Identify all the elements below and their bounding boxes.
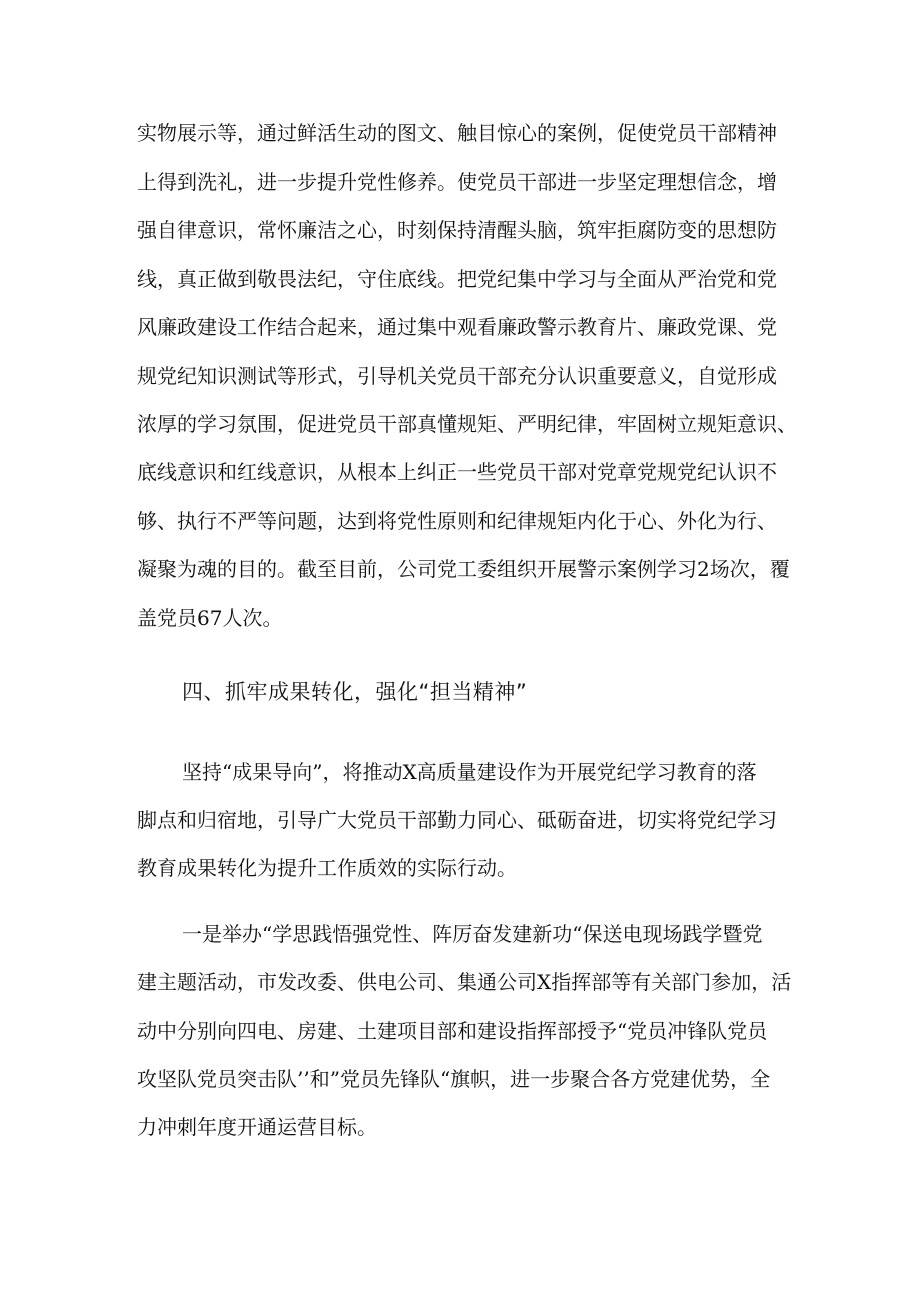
paragraph-2-line-2: 脚点和归宿地，引导广大党员干部勤力同心、砥砺奋进，切实将党纪学习 — [137, 808, 777, 832]
paragraph-1-line-3: 强自律意识，常怀廉洁之心，时刻保持清醒头脑，筑牢拒腐防变的思想防 — [137, 218, 777, 242]
paragraph-2-line-1: 坚持“成果导向”，将推动X高质量建设作为开展党纪学习教育的落 — [182, 760, 757, 784]
paragraph-2-line-3: 教育成果转化为提升工作质效的实际行动。 — [137, 856, 517, 880]
paragraph-3-line-4: 攻坚队党员突击队’’和”党员先锋队“旗帜，进一步聚合各方党建优势，全 — [137, 1067, 771, 1091]
paragraph-1-line-8: 底线意识和红线意识，从根本上纠正一些党员干部对党章党规党纪认识不 — [137, 460, 777, 484]
paragraph-1-line-9: 够、执行不严等问题，达到将党性原则和纪律规矩内化于心、外化为行、 — [137, 509, 777, 533]
paragraph-1-line-1: 实物展示等，通过鲜活生动的图文、触目惊心的案例，促使党员干部精神 — [137, 121, 777, 145]
paragraph-1-line-2: 上得到洗礼，进一步提升党性修养。使党员干部进一步坚定理想信念，增 — [137, 170, 777, 194]
paragraph-1-line-7: 浓厚的学习氛围，促进党员干部真懂规矩、严明纪律，牢固树立规矩意识、 — [137, 412, 797, 436]
paragraph-1-line-11: 盖党员67人次。 — [137, 606, 283, 630]
paragraph-1-line-6: 规党纪知识测试等形式，引导机关党员干部充分认识重要意义，自觉形成 — [137, 364, 777, 388]
paragraph-3-line-3: 动中分别向四电、房建、土建项目部和建设指挥部授予“党员冲锋队党员 — [137, 1019, 768, 1043]
paragraph-1-line-4: 线，真正做到敬畏法纪，守住底线。把党纪集中学习与全面从严治党和党 — [137, 267, 777, 291]
paragraph-1-line-10: 凝聚为魂的目的。截至目前，公司党工委组织开展警示案例学习2场次，覆 — [137, 557, 790, 581]
paragraph-3-line-2: 建主题活动，市发改委、供电公司、集通公司X指挥部等有关部门参加，活 — [137, 970, 792, 994]
section-heading: 四、抓牢成果转化，强化“担当精神” — [182, 680, 528, 704]
paragraph-3-line-1: 一是举办“学思践悟强党性、阵厉奋发建新功“保送电现场践学暨党 — [182, 922, 763, 946]
paragraph-1-line-5: 风廉政建设工作结合起来，通过集中观看廉政警示教育片、廉政党课、党 — [137, 315, 777, 339]
paragraph-3-line-5: 力冲刺年度开通运营目标。 — [137, 1115, 377, 1139]
